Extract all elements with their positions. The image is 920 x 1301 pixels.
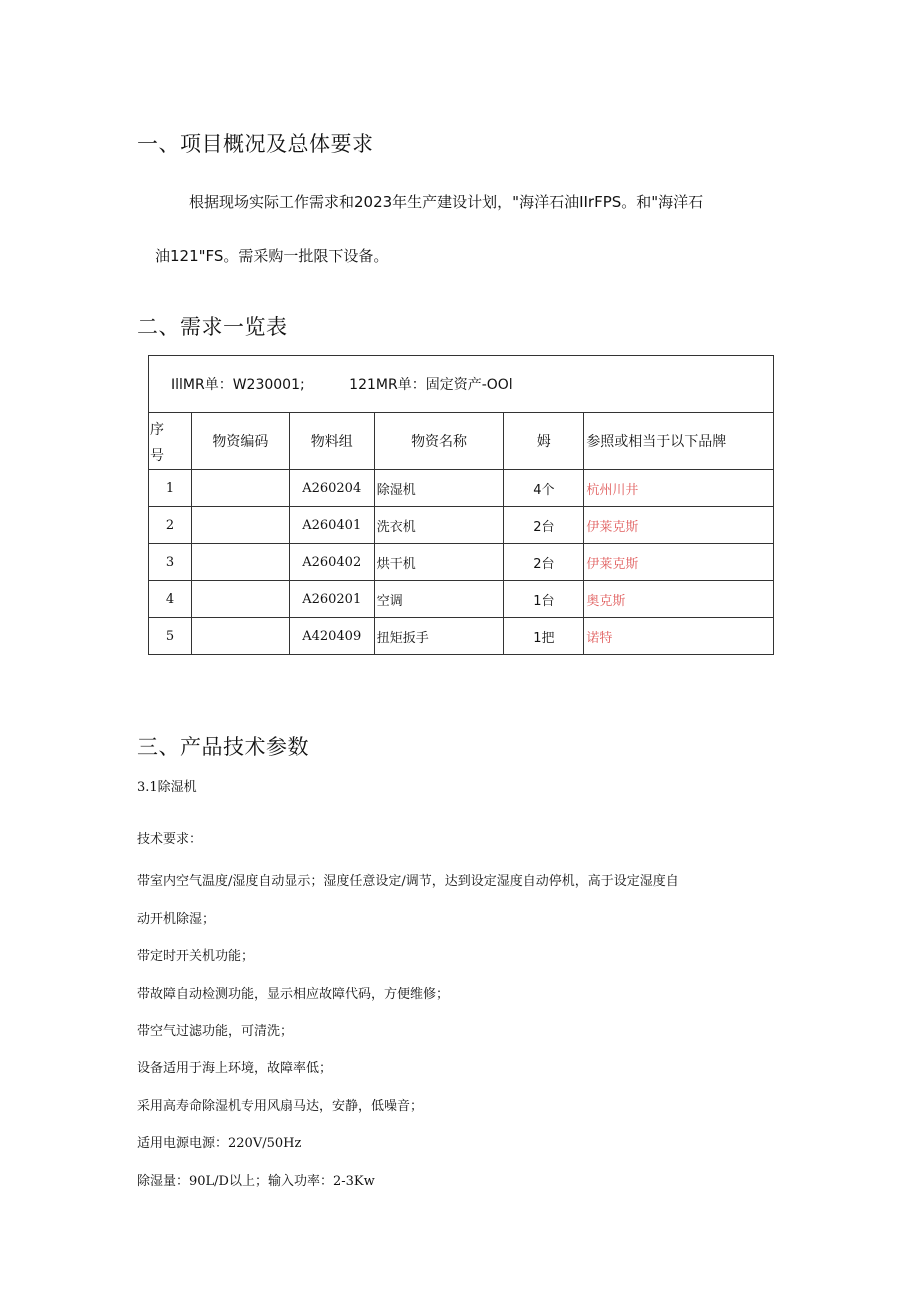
row-code — [191, 618, 289, 655]
row-seq: 2 — [149, 507, 192, 544]
tech-line: 带空气过滤功能，可清洗； — [137, 1024, 294, 1039]
requirements-table — [148, 355, 774, 655]
row-code — [191, 581, 289, 618]
row-qty: 2台 — [504, 544, 584, 581]
tech-line: 设备适用于海上环境，故障率低； — [137, 1061, 333, 1076]
subsection-title: 3.1除湿机 — [137, 780, 197, 795]
header-code: 物资编码 — [191, 413, 289, 470]
row-code — [191, 470, 289, 507]
section1-paragraph-line2: 油121"FS。需采购一批限下设备。 — [155, 247, 389, 265]
mr-cell — [149, 356, 774, 413]
mr-number-1: IllMR单：W230001; — [171, 377, 305, 393]
table-header-row — [149, 413, 774, 470]
row-name: 洗衣机 — [374, 507, 504, 544]
section3-title: 三、产品技术参数 — [137, 735, 309, 759]
mr-number-2: 121MR单：固定资产-OOl — [349, 377, 513, 393]
row-name: 扭矩扳手 — [374, 618, 504, 655]
header-brand: 参照或相当于以下品牌 — [584, 413, 774, 470]
row-group: A420409 — [289, 618, 374, 655]
table-row — [149, 581, 774, 618]
row-name: 空调 — [374, 581, 504, 618]
row-qty: 1把 — [504, 618, 584, 655]
section1-paragraph-line1: 根据现场实际工作需求和2023年生产建设计划，"海洋石油IIrFPS。和"海洋石 — [189, 193, 704, 211]
table-row — [149, 618, 774, 655]
row-brand: 伊莱克斯 — [584, 507, 774, 544]
header-seq-bottom: 号 — [150, 448, 164, 464]
row-qty: 4个 — [504, 470, 584, 507]
table-row — [149, 470, 774, 507]
tech-line: 采用高寿命除湿机专用风扇马达，安静，低噪音； — [137, 1099, 424, 1114]
header-qty: 姆 — [504, 413, 584, 470]
row-seq: 1 — [149, 470, 192, 507]
section1-title: 一、项目概况及总体要求 — [137, 132, 374, 156]
header-group: 物料组 — [289, 413, 374, 470]
row-seq: 5 — [149, 618, 192, 655]
mr-header-row — [149, 356, 774, 413]
row-brand: 杭州川井 — [584, 470, 774, 507]
tech-label: 技术要求： — [137, 832, 203, 847]
tech-line: 动开机除湿； — [137, 912, 216, 927]
row-name: 烘干机 — [374, 544, 504, 581]
tech-line: 带故障自动检测功能，显示相应故障代码，方便维修； — [137, 987, 450, 1002]
table-row — [149, 544, 774, 581]
row-seq: 3 — [149, 544, 192, 581]
row-group: A260402 — [289, 544, 374, 581]
section2-title: 二、需求一览表 — [137, 315, 288, 339]
row-group: A260401 — [289, 507, 374, 544]
row-qty: 2台 — [504, 507, 584, 544]
header-seq-top: 序 — [150, 422, 164, 438]
header-name: 物资名称 — [374, 413, 504, 470]
row-seq: 4 — [149, 581, 192, 618]
tech-line: 带定时开关机功能； — [137, 949, 255, 964]
tech-line: 适用电源电源：220V/50Hz — [137, 1136, 302, 1151]
tech-line: 除湿量：90L/D以上；输入功率：2-3Kw — [137, 1174, 375, 1189]
row-name: 除湿机 — [374, 470, 504, 507]
row-brand: 伊莱克斯 — [584, 544, 774, 581]
row-brand: 诺特 — [584, 618, 774, 655]
tech-line: 带室内空气温度/湿度自动显示；湿度任意设定/调节，达到设定湿度自动停机，高于设定湿度自 — [137, 874, 679, 889]
table-row — [149, 507, 774, 544]
row-brand: 奥克斯 — [584, 581, 774, 618]
row-code — [191, 544, 289, 581]
row-code — [191, 507, 289, 544]
row-group: A260204 — [289, 470, 374, 507]
header-seq — [149, 413, 192, 470]
row-group: A260201 — [289, 581, 374, 618]
row-qty: 1台 — [504, 581, 584, 618]
